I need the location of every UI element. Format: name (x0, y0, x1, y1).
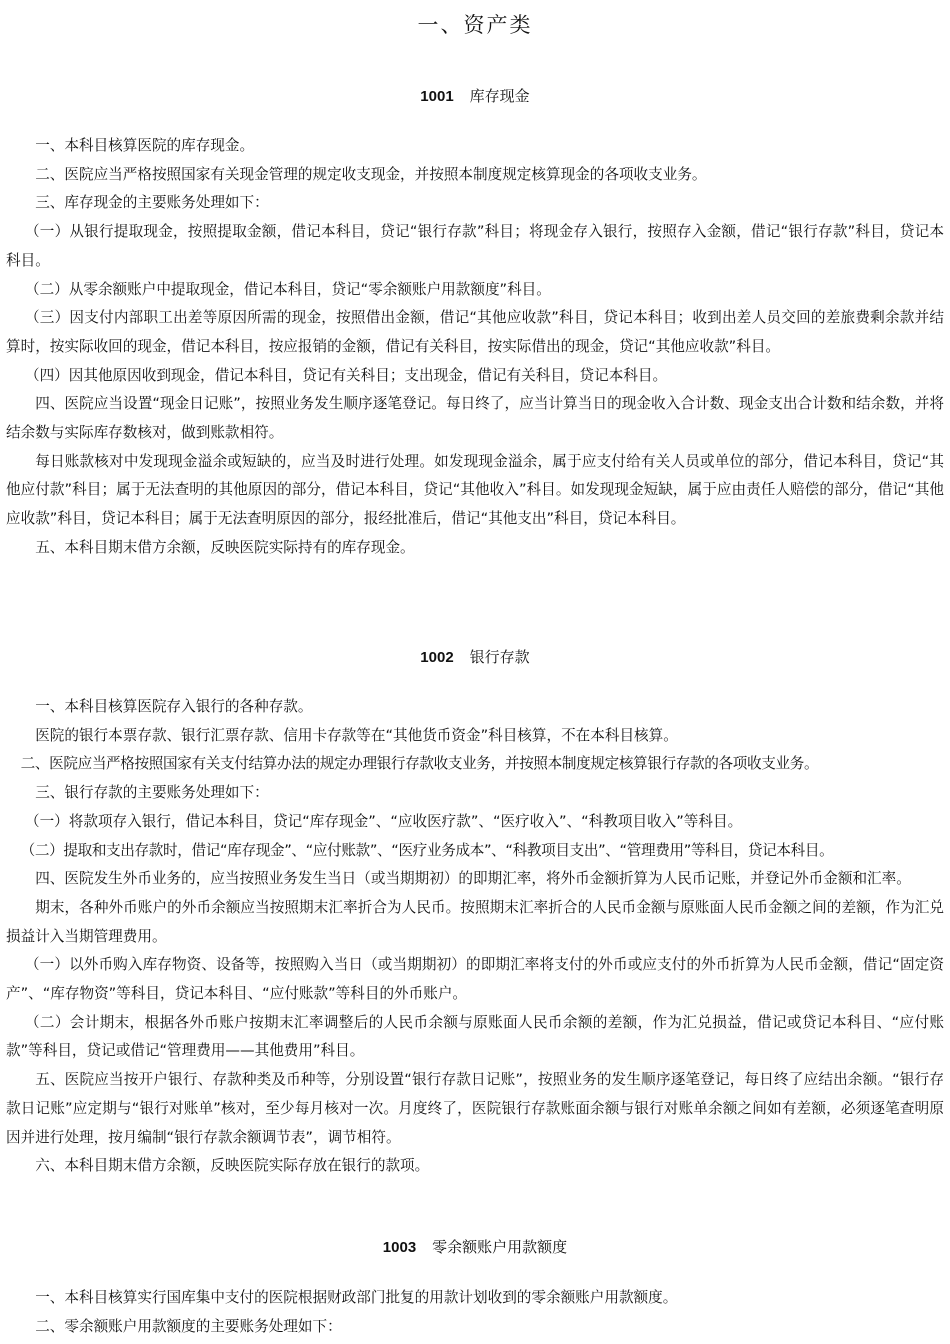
section-body-1002 (6, 693, 944, 1181)
paragraph: 三、库存现金的主要账务处理如下： (35, 194, 269, 212)
paragraph: （三）因支付内部职工出差等原因所需的现金，按照借出金额，借记“其他应收款”科目，贷记本科目；收到出差人员交回的差旅费剩余款并结算时，按实际收回的现金，借记本科目，按应报销的金额，借记有关科目，按实际借出的现金，贷记“其他应收款”科目。 (6, 309, 944, 355)
paragraph: 一、本科目核算医院存入银行的各种存款。 (35, 698, 313, 715)
paragraph: 四、医院应当设置“现金日记账”，按照业务发生顺序逐笔登记。每日终了，应当计算当日的现金收入合计数、现金支出合计数和结余数，并将结余数与实际库存数核对，做到账款相符。 (6, 395, 944, 442)
paragraph: 四、医院发生外币业务的，应当按照业务发生当日（或当期期初）的即期汇率，将外币金额折算为人民币记账，并登记外币金额和汇率。 (35, 870, 911, 888)
paragraph: 三、银行存款的主要账务处理如下： (35, 784, 269, 802)
paragraph: 一、本科目核算医院的库存现金。 (35, 137, 255, 154)
paragraph: 六、本科目期末借方余额，反映医院实际存放在银行的款项。 (35, 1157, 430, 1175)
section-heading-1002 (0, 643, 950, 672)
paragraph: 五、本科目期末借方余额，反映医院实际持有的库存现金。 (35, 538, 415, 556)
paragraph: 期末，各种外币账户的外币余额应当按照期末汇率折合为人民币。按照期末汇率折合的人民币金额与原账面人民币金额之间的差额，作为汇兑损益计入当期管理费用。 (6, 898, 944, 945)
section-body-1003 (6, 1284, 944, 1341)
paragraph: 一、本科目核算实行国库集中支付的医院根据财政部门批复的用款计划收到的零余额账户用款额度。 (35, 1289, 678, 1306)
paragraph: （二）提取和支出存款时，借记“库存现金”、“应付账款”、“医疗业务成本”、“科教项目支出”、“管理费用”等科目，贷记本科目。 (20, 841, 834, 859)
paragraph: 每日账款核对中发现现金溢余或短缺的，应当及时进行处理。如发现现金溢余，属于应支付给有关人员或单位的部分，借记本科目，贷记“其他应付款”科目；属于无法查明的其他原因的部分，借记本科目，贷记“其他收入”科目。如发现现金短缺，属于应由责任人赔偿的部分，借记“其他应收款”科目，贷记本科目；属于无法查明原因的部分，报经批准后，借记“其他支出”科目，贷记本科目。 (6, 452, 944, 528)
paragraph: 二、医院应当严格按照国家有关支付结算办法的规定办理银行存款收支业务，并按照本制度规定核算银行存款的各项收支业务。 (20, 755, 819, 773)
paragraph: 医院的银行本票存款、银行汇票存款、信用卡存款等在“其他货币资金”科目核算，不在本科目核算。 (35, 726, 678, 744)
paragraph: （二）会计期末，根据各外币账户按期末汇率调整后的人民币余额与原账面人民币余额的差额，作为汇兑损益，借记或贷记本科目、“应付账款”等科目，贷记或借记“管理费用——其他费用”科目。 (6, 1013, 944, 1060)
section-heading-1003 (0, 1233, 950, 1262)
paragraph: （二）从零余额账户中提取现金，借记本科目，贷记“零余额账户用款额度”科目。 (24, 280, 551, 298)
paragraph: （一）以外币购入库存物资、设备等，按照购入当日（或当期期初）的即期汇率将支付的外币或应支付的外币折算为人民币金额，借记“固定资产”、“库存物资”等科目，贷记本科目、“应付账款”等科目的外币账户。 (6, 956, 944, 1003)
account-name: 银行存款 (469, 648, 530, 666)
paragraph: 二、零余额账户用款额度的主要账务处理如下： (35, 1317, 342, 1335)
paragraph: （四）因其他原因收到现金，借记本科目，贷记有关科目；支出现金，借记有关科目，贷记本科目。 (24, 366, 668, 384)
account-name: 库存现金 (469, 87, 530, 105)
section-heading-1001 (0, 82, 950, 111)
account-code: 1001 (420, 88, 454, 105)
account-name: 零余额账户用款额度 (432, 1238, 568, 1256)
page-title: 一、资产类 (417, 13, 533, 37)
account-code: 1003 (382, 1239, 417, 1256)
paragraph: （一）将款项存入银行，借记本科目，贷记“库存现金”、“应收医疗款”、“医疗收入”、“科教项目收入”等科目。 (24, 812, 743, 830)
account-code: 1002 (420, 649, 454, 666)
paragraph: 二、医院应当严格按照国家有关现金管理的规定收支现金，并按照本制度规定核算现金的各项收支业务。 (35, 165, 707, 183)
paragraph: （一）从银行提取现金，按照提取金额，借记本科目，贷记“银行存款”科目；将现金存入银行，按照存入金额，借记“银行存款”科目，贷记本科目。 (6, 223, 944, 269)
paragraph: 五、医院应当按开户银行、存款种类及币种等，分别设置“银行存款日记账”，按照业务的发生顺序逐笔登记，每日终了应结出余额。“银行存款日记账”应定期与“银行对账单”核对，至少每月核对一次。月度终了，医院银行存款账面余额与银行对账单余额之间如有差额，必须逐笔查明原因并进行处理，按月编制“银行存款余额调节表”，调节相符。 (6, 1071, 944, 1146)
section-body-1001 (6, 132, 944, 563)
